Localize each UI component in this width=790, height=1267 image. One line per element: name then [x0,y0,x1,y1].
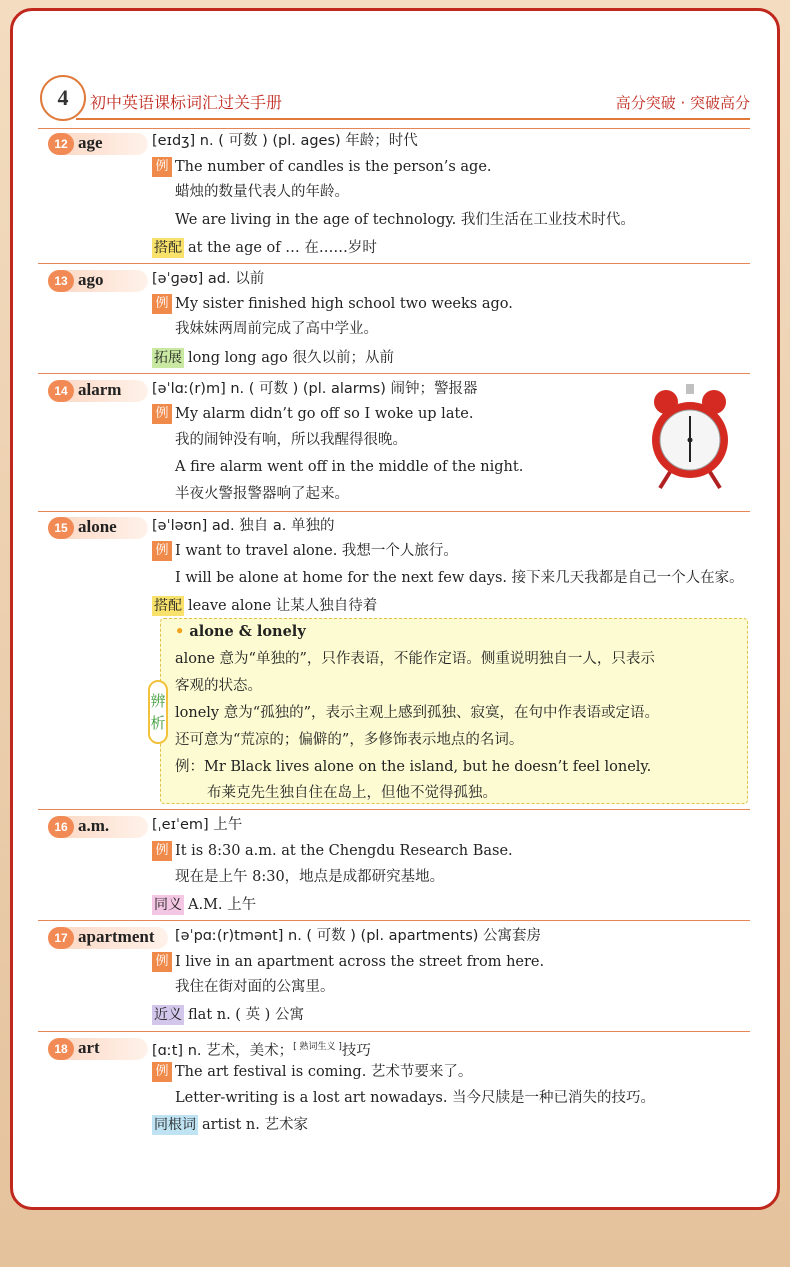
near-synonym [152,1005,304,1025]
same-root-text: artist n. 艺术家 [202,1117,308,1133]
entry-number: 12 [48,133,74,155]
example-2: I will be alone at home for the next few days. 接下来几天我都是自己一个人在家。 [175,570,744,586]
near-synonym-text: flat n. ( 英 ) 公寓 [188,1007,304,1023]
synonym-text: A.M. 上午 [188,897,257,913]
label-same-root: 同根词 [154,1117,196,1133]
collocation-text: leave alone 让某人独自待着 [188,598,378,614]
example-mark: 例 [152,841,172,861]
definition-tail: 技巧 [341,1042,371,1059]
same-root [152,1115,308,1135]
example-en: My alarm didn’t go off so I woke up late. [175,406,474,422]
entry-number: 16 [48,816,74,838]
definition: [eɪdʒ] n. ( 可数 ) (pl. ages) 年龄；时代 [152,133,418,149]
example-cn: 蜡烛的数量代表人的年龄。 [175,184,349,200]
label-collocation: 搭配 [154,240,182,256]
definition-tag: [ 熟词生义 ] [293,1042,342,1052]
extension [152,348,394,368]
word-tag [48,133,148,155]
collocation [152,238,377,258]
word-tag [48,927,168,949]
label-synonym: 同义 [154,897,182,913]
note-line-4: 还可意为“荒凉的；偏僻的”，多修饰表示地点的名词。 [175,732,524,748]
example-mark: 例 [152,157,172,177]
book-title: 初中英语课标词汇过关手册 [90,93,283,112]
word-tag [48,1038,148,1060]
definition: [ˌeɪˈem] 上午 [152,817,243,833]
definition [152,1037,371,1061]
example-2: Letter-writing is a lost art nowadays. 当今尺牍是一种已消失的技巧。 [175,1090,656,1106]
example-en: My sister finished high school two weeks ago. [175,296,513,312]
page-header [28,68,750,128]
page-number: 4 [40,75,86,121]
note-line-1: alone 意为“单独的”，只作表语，不能作定语。侧重说明独自一人，只表示 [175,651,655,667]
example-mark: 例 [152,404,172,424]
definition: [əˈlɑː(r)m] n. ( 可数 ) (pl. alarms) 闹钟；警报器 [152,381,478,397]
headword: apartment [78,927,155,946]
note-line-5: 例：Mr Black lives alone on the island, but he doesn’t feel lonely. [175,759,652,775]
entry-number: 15 [48,517,74,539]
note-line-3: lonely 意为“孤独的”，表示主观上感到孤独、寂寞，在句中作表语或定语。 [175,705,660,721]
example-2-cn: 半夜火警报警器响了起来。 [175,486,349,502]
example-mark: 例 [152,1062,172,1082]
header-divider [76,118,750,120]
headword: alone [78,517,117,536]
word-tag [48,517,148,539]
note-title: • alone & lonely [175,623,306,640]
headword: age [78,133,103,152]
definition-text: [ɑːt] n. 艺术，美术； [152,1042,294,1059]
definition: [əˈləʊn] ad. 独自 a. 单独的 [152,518,335,534]
example-mark: 例 [152,541,172,561]
note-line-6: 布莱克先生独自住在岛上，但他不觉得孤独。 [207,785,497,801]
example-cn: 我的闹钟没有响，所以我醒得很晚。 [175,432,407,448]
example-cn: 我住在街对面的公寓里。 [175,979,335,995]
example-mark: 例 [152,952,172,972]
example-en: The art festival is coming. 艺术节要来了。 [175,1064,473,1080]
definition: [əˈpɑː(r)tmənt] n. ( 可数 ) (pl. apartments) 公寓套房 [175,928,542,944]
definition: [əˈɡəʊ] ad. 以前 [152,271,265,287]
word-tag [48,816,148,838]
example-mark: 例 [152,294,172,314]
example-cn: 现在是上午 8:30，地点是成都研究基地。 [175,869,445,885]
headword: a.m. [78,816,110,835]
collocation-text: at the age of … 在……岁时 [188,240,377,256]
example-2: A fire alarm went off in the middle of the night. [175,459,524,475]
example-en: It is 8:30 a.m. at the Chengdu Research Base. [175,843,513,859]
headword: alarm [78,380,122,399]
note-line-2: 客观的状态。 [175,678,262,694]
label-extension: 拓展 [154,350,182,366]
entry-number: 14 [48,380,74,402]
entry-number: 17 [48,927,74,949]
headword: art [78,1038,100,1057]
synonym [152,895,256,915]
entry-number: 18 [48,1038,74,1060]
word-tag [48,380,148,402]
alarm-clock-icon [648,380,732,492]
example-en: I live in an apartment across the street from here. [175,954,545,970]
label-collocation: 搭配 [154,598,182,614]
extension-text: long long ago 很久以前；从前 [188,350,394,366]
note-title-text: alone & lonely [189,623,306,640]
example-2: We are living in the age of technology. 我们生活在工业技术时代。 [175,212,635,228]
example-en: The number of candles is the person’s age. [175,159,492,175]
slogan: 高分突破 · 突破高分 [615,94,750,112]
entry-number: 13 [48,270,74,292]
book-page [10,8,780,1210]
example-cn: 我妹妹两周前完成了高中学业。 [175,321,378,337]
collocation [152,596,377,616]
headword: ago [78,270,104,289]
word-tag [48,270,148,292]
note-side-label: 辨析 [148,680,168,744]
example-en: I want to travel alone. 我想一个人旅行。 [175,543,458,559]
label-near-synonym: 近义 [154,1007,182,1023]
